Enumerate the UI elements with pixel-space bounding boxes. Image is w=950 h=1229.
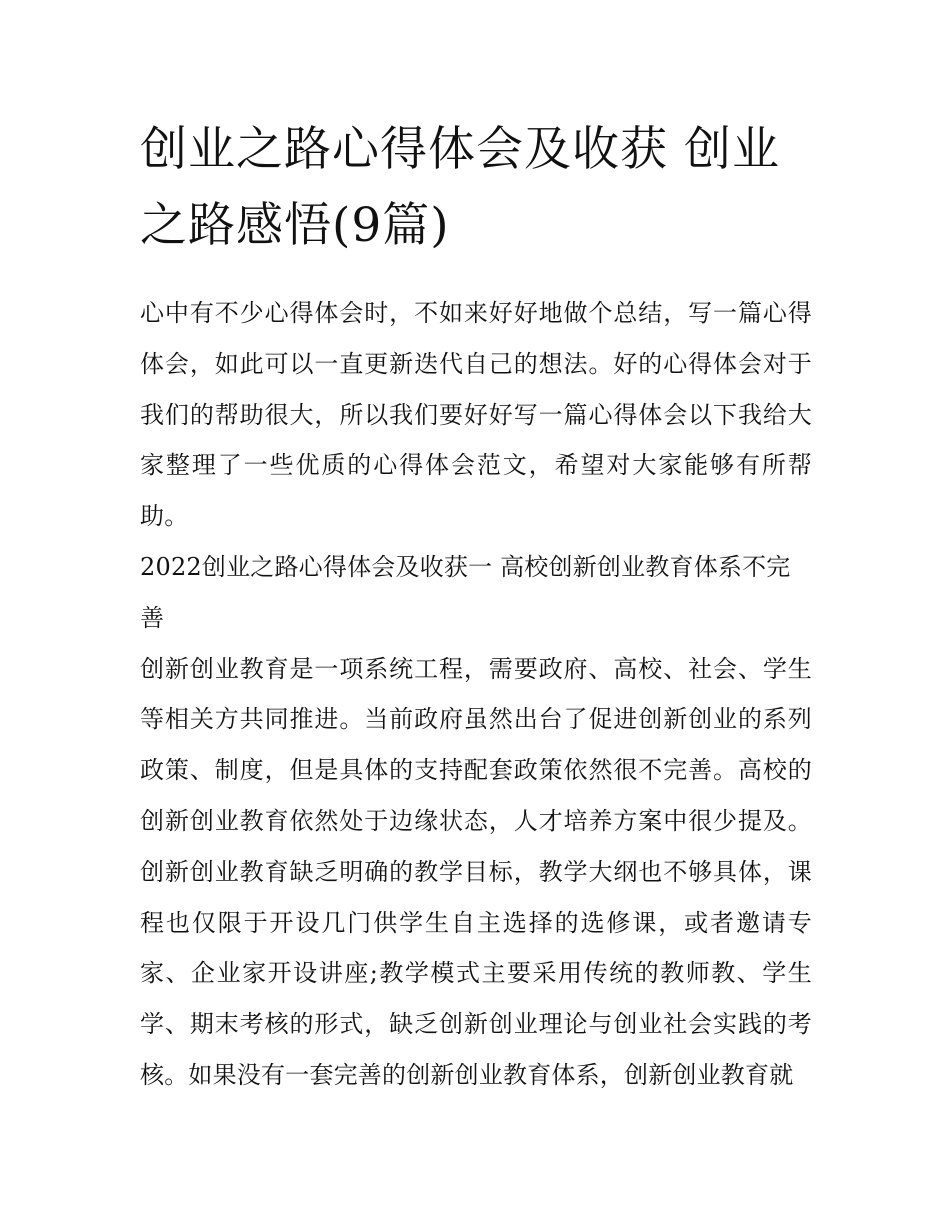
section-heading: 2022创业之路心得体会及收获一 高校创新创业教育体系不完善 [140, 552, 791, 632]
document-title: 创业之路心得体会及收获 创业之路感悟(9篇) [140, 122, 780, 253]
document-page [140, 112, 812, 1101]
intro-paragraph: 心中有不少心得体会时，不如来好好地做个总结，写一篇心得体会，如此可以一直更新迭代自己的想法。好的心得体会对于我们的帮助很大，所以我们要好好写一篇心得体会以下我给大家整理了一些优质的心得体会范文，希望对大家能够有所帮助。 [140, 299, 812, 531]
section-body-paragraph: 创新创业教育是一项系统工程，需要政府、高校、社会、学生等相关方共同推进。当前政府虽然出台了促进创新创业的系列政策、制度，但是具体的支持配套政策依然很不完善。高校的创新创业教育依然处于边缘状态，人才培养方案中很少提及。创新创业教育缺乏明确的教学目标，教学大纲也不够具体，课程也仅限于开设几门供学生自主选择的选修课，或者邀请专家、企业家开设讲座;教学模式主要采用传统的教师教、学生学、期末考核的形式，缺乏创新创业理论与创业社会实践的考核。如果没有一套完善的创新创业教育体系，创新创业教育就 [140, 654, 812, 1089]
